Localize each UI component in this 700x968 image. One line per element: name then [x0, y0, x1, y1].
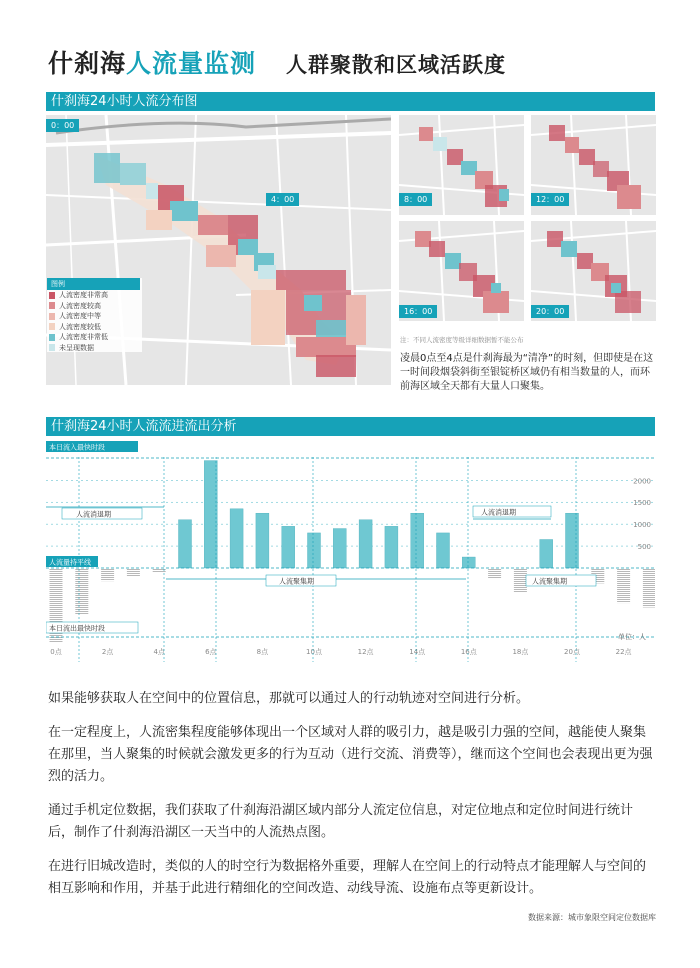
legend-item — [47, 311, 142, 322]
small-heatmap — [531, 221, 656, 321]
legend-label: 人流密度中等 — [59, 312, 101, 321]
legend-label: 未呈现数据 — [59, 343, 94, 352]
y-tick-label: 1000 — [633, 521, 651, 530]
small-heatmap — [531, 115, 656, 215]
legend-swatch — [49, 302, 55, 309]
x-tick-label: 10点 — [306, 648, 322, 656]
map-note: 注：不同人流密度等级详细数据暂不能公布 — [400, 336, 524, 344]
annotation-retreat-1: 人流消退期 — [76, 510, 111, 519]
chart-bar — [359, 520, 372, 568]
small-heatmap — [399, 221, 524, 321]
legend-label: 人流密度较低 — [59, 322, 101, 331]
chart-bar — [230, 509, 243, 568]
chart-bar — [488, 568, 501, 579]
x-tick-label: 6点 — [205, 648, 217, 656]
small-map-time-label: 20：00 — [531, 305, 569, 318]
small-heatmap — [399, 115, 524, 215]
chart-bar — [462, 557, 475, 568]
chart-bar — [411, 513, 424, 568]
page-title — [48, 44, 506, 80]
section1-heading: 什刹海24小时人流分布图 — [46, 92, 655, 111]
x-tick-label: 16点 — [460, 648, 477, 656]
legend-item — [47, 301, 142, 312]
legend-swatch — [49, 313, 55, 320]
legend — [47, 278, 142, 352]
x-tick-label: 14点 — [409, 648, 426, 656]
title-part1: 什刹海 — [48, 49, 127, 78]
body-paragraph-3: 通过手机定位数据，我们获取了什刹海沿湖区域内部分人流定位信息，对定位地点和定位时间进行统计后，制作了什刹海沿湖区一天当中的人流热点图。 — [48, 803, 634, 840]
annotation-gather-2: 人流聚集期 — [532, 577, 567, 586]
legend-item — [47, 332, 142, 343]
x-tick-label: 8点 — [256, 648, 269, 656]
small-map-time-label: 8：00 — [399, 193, 432, 206]
legend-swatch — [49, 292, 55, 299]
legend-label: 人流密度非常高 — [59, 291, 108, 300]
x-tick-label: 20点 — [564, 648, 580, 656]
body-paragraph-4: 在进行旧城改造时，类似的人的时空行为数据格外重要，理解人在空间上的行动特点才能理解人与空间的相互影响和作用，并基于此进行精细化的空间改造、动线导流、设施布点等更新设计。 — [48, 859, 647, 896]
main-map-inset-time-label: 4：00 — [266, 193, 299, 206]
chart-bar — [101, 568, 114, 581]
chart-bar — [643, 568, 655, 607]
max-out-label: 本日流出最快时段 — [49, 624, 105, 633]
legend-item — [47, 322, 142, 333]
body-paragraph-1: 如果能够获取人在空间中的位置信息，那就可以通过人的行动轨迹对空间进行分析。 — [48, 691, 530, 706]
chart-bar — [127, 568, 140, 577]
annotation-gather-1: 人流聚集期 — [279, 577, 314, 586]
y-tick-label: 1500 — [633, 499, 651, 508]
x-tick-label: 0点 — [50, 648, 62, 656]
y-tick-label: 500 — [637, 543, 651, 552]
chart-bar — [540, 540, 553, 569]
x-tick-label: 18点 — [512, 648, 529, 656]
section2-heading: 什刹海24小时人流流进流出分析 — [46, 417, 655, 436]
small-map-time-label: 16：00 — [399, 305, 437, 318]
y-tick-label: 2000 — [633, 477, 651, 486]
legend-title: 图例 — [47, 278, 140, 290]
legend-swatch — [49, 334, 55, 341]
chart-unit: 单位：人 — [618, 633, 646, 641]
balance-label: 人流量持平线 — [49, 558, 91, 567]
legend-label: 人流密度较高 — [59, 301, 101, 310]
legend-item — [47, 343, 142, 354]
flow-chart — [46, 437, 655, 667]
x-tick-label: 2点 — [101, 648, 114, 656]
map-caption: 凌晨0点至4点是什刹海最为“清净”的时刻，但即使是在这一时间段烟袋斜街至银锭桥区域仍有相当数量的人，而环前海区域全天都有大量人口聚集。 — [400, 353, 654, 392]
data-source: 数据来源：城市象限空间定位数据库 — [528, 913, 656, 922]
main-map-time-label: 0：00 — [46, 119, 79, 132]
legend-swatch — [49, 323, 55, 330]
x-tick-label: 4点 — [153, 648, 165, 656]
chart-bar — [75, 568, 88, 614]
chart-bar — [385, 526, 398, 568]
chart-bar — [333, 529, 346, 568]
body-paragraph-2: 在一定程度上，人流密集程度能够体现出一个区域对人群的吸引力，越是吸引力强的空间，越能使人聚集在那里，当人聚集的时候就会激发更多的行为互动（进行交流、消费等），继而这个空间也会表现出更为强烈的活力。 — [48, 725, 653, 784]
legend-item — [47, 290, 142, 301]
chart-bar — [617, 568, 630, 603]
legend-swatch — [49, 344, 55, 351]
x-tick-label: 12点 — [357, 648, 374, 656]
chart-bar — [256, 513, 269, 568]
legend-label: 人流密度非常低 — [59, 333, 108, 342]
chart-bar — [282, 526, 295, 568]
chart-bar — [566, 513, 579, 568]
title-part2: 人流量监测 — [126, 49, 257, 78]
x-tick-label: 22点 — [615, 648, 632, 656]
chart-bar — [204, 461, 217, 568]
annotation-retreat-2: 人流消退期 — [481, 508, 516, 517]
chart-bar — [514, 568, 527, 592]
chart-bar — [308, 533, 321, 568]
chart-bar — [437, 533, 450, 568]
chart-bar — [179, 520, 192, 568]
max-in-label: 本日流入最快时段 — [49, 443, 105, 452]
small-map-time-label: 12：00 — [531, 193, 569, 206]
flow-chart-svg — [46, 437, 655, 667]
page-subtitle: 人群聚散和区域活跃度 — [286, 53, 507, 77]
